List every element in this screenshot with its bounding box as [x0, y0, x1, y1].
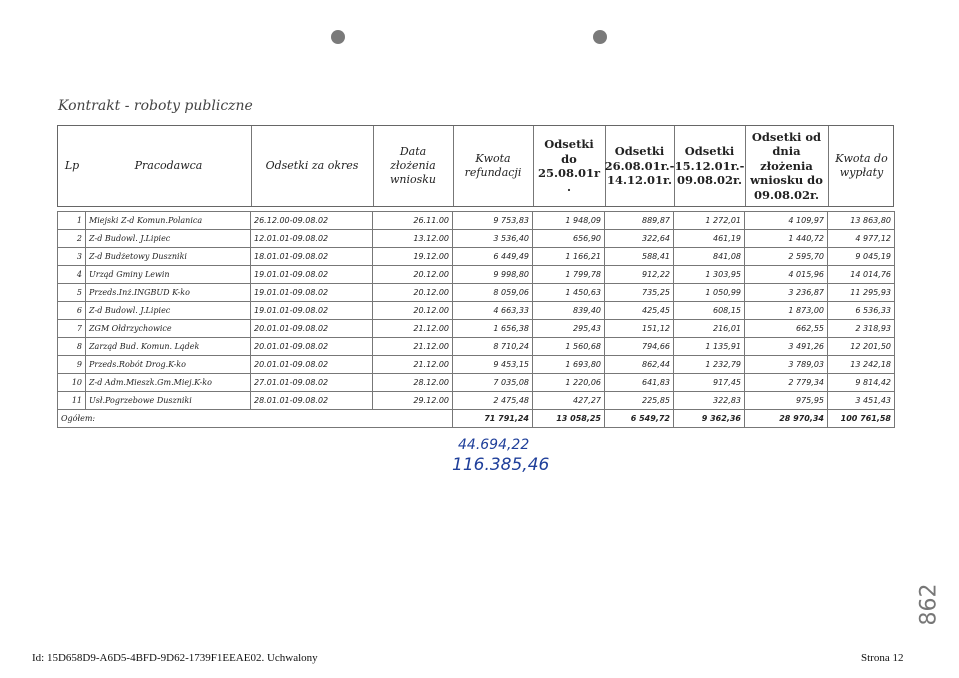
- cell-okres: 19.01.01-09.08.02: [251, 284, 373, 302]
- cell-okres: 20.01.01-09.08.02: [251, 338, 373, 356]
- cell-data: 20.12.00: [373, 284, 453, 302]
- table-row: [58, 302, 895, 320]
- cell-wyplata: 3 451,43: [828, 392, 895, 410]
- total-o1: 13 058,25: [533, 410, 605, 428]
- cell-name: Przeds.Inż.INGBUD K-ko: [86, 284, 251, 302]
- cell-kwota: 8 059,06: [453, 284, 533, 302]
- cell-o1: 1 948,09: [533, 212, 605, 230]
- cell-lp: 7: [58, 320, 86, 338]
- cell-o2: 912,22: [605, 266, 674, 284]
- cell-data: 29.12.00: [373, 392, 453, 410]
- cell-okres: 20.01.01-09.08.02: [251, 320, 373, 338]
- cell-o4: 3 236,87: [745, 284, 828, 302]
- cell-okres: 20.01.01-09.08.02: [251, 356, 373, 374]
- handwritten-sum-2: 116.385,46: [452, 455, 550, 475]
- cell-o3: 1 135,91: [674, 338, 745, 356]
- cell-kwota: 7 035,08: [453, 374, 533, 392]
- header-odsetki-3: Odsetki 15.12.01r.- 09.08.02r.: [674, 144, 745, 188]
- header-odsetki-1: Odsetki do 25.08.01r .: [537, 137, 601, 195]
- table-row: [58, 284, 895, 302]
- cell-o1: 295,43: [533, 320, 605, 338]
- cell-name: Z-d Adm.Mieszk.Gm.Miej.K-ko: [86, 374, 251, 392]
- table-row: [58, 212, 895, 230]
- cell-o1: 1 220,06: [533, 374, 605, 392]
- cell-o1: 427,27: [533, 392, 605, 410]
- cell-wyplata: 14 014,76: [828, 266, 895, 284]
- cell-o4: 2 595,70: [745, 248, 828, 266]
- table-row: [58, 374, 895, 392]
- cell-wyplata: 6 536,33: [828, 302, 895, 320]
- cell-lp: 3: [58, 248, 86, 266]
- header-odsetki-4: Odsetki od dnia złożenia wniosku do 09.08.02r.: [750, 130, 823, 202]
- margin-page-number: 862: [916, 583, 942, 626]
- cell-lp: 10: [58, 374, 86, 392]
- cell-data: 21.12.00: [373, 320, 453, 338]
- cell-data: 21.12.00: [373, 338, 453, 356]
- cell-o4: 2 779,34: [745, 374, 828, 392]
- total-row: [58, 410, 895, 428]
- data-table: [57, 211, 895, 428]
- cell-kwota: 4 663,33: [453, 302, 533, 320]
- cell-wyplata: 9 814,42: [828, 374, 895, 392]
- cell-o2: 862,44: [605, 356, 674, 374]
- table-row: [58, 356, 895, 374]
- cell-o2: 151,12: [605, 320, 674, 338]
- cell-o3: 216,01: [674, 320, 745, 338]
- cell-name: Z-d Budżetowy Duszniki: [86, 248, 251, 266]
- cell-o1: 1 450,63: [533, 284, 605, 302]
- footer-id: Id: 15D658D9-A6D5-4BFD-9D62-1739F1EEAE02. Uchwalony: [32, 652, 318, 664]
- cell-wyplata: 12 201,50: [828, 338, 895, 356]
- cell-o3: 1 232,79: [674, 356, 745, 374]
- cell-wyplata: 13 242,18: [828, 356, 895, 374]
- total-label: Ogółem:: [58, 410, 453, 428]
- cell-lp: 11: [58, 392, 86, 410]
- cell-o3: 841,08: [674, 248, 745, 266]
- cell-o4: 662,55: [745, 320, 828, 338]
- cell-okres: 12.01.01-09.08.02: [251, 230, 373, 248]
- total-wyplata: 100 761,58: [828, 410, 895, 428]
- cell-data: 13.12.00: [373, 230, 453, 248]
- total-kwota: 71 791,24: [453, 410, 533, 428]
- cell-kwota: 8 710,24: [453, 338, 533, 356]
- cell-wyplata: 11 295,93: [828, 284, 895, 302]
- header-kwota: Kwota refundacji: [464, 152, 522, 179]
- cell-data: 20.12.00: [373, 266, 453, 284]
- cell-o2: 225,85: [605, 392, 674, 410]
- header-lp: Lp: [64, 159, 80, 173]
- table-row: [58, 338, 895, 356]
- cell-o4: 1 440,72: [745, 230, 828, 248]
- cell-kwota: 9 998,80: [453, 266, 533, 284]
- cell-lp: 4: [58, 266, 86, 284]
- header-okres: Odsetki za okres: [265, 159, 359, 173]
- table-row: [58, 320, 895, 338]
- cell-lp: 1: [58, 212, 86, 230]
- punch-hole-right: [593, 30, 607, 44]
- cell-o2: 588,41: [605, 248, 674, 266]
- cell-name: Miejski Z-d Komun.Polanica: [86, 212, 251, 230]
- cell-o4: 1 873,00: [745, 302, 828, 320]
- cell-o4: 4 015,96: [745, 266, 828, 284]
- cell-okres: 19.01.01-09.08.02: [251, 266, 373, 284]
- cell-lp: 9: [58, 356, 86, 374]
- cell-o1: 1 799,78: [533, 266, 605, 284]
- cell-lp: 5: [58, 284, 86, 302]
- cell-name: ZGM Ołdrzychowice: [86, 320, 251, 338]
- cell-o1: 839,40: [533, 302, 605, 320]
- cell-o3: 1 050,99: [674, 284, 745, 302]
- table-row: [58, 392, 895, 410]
- footer-page: Strona 12: [861, 652, 904, 664]
- punch-hole-left: [331, 30, 345, 44]
- cell-o3: 608,15: [674, 302, 745, 320]
- cell-lp: 8: [58, 338, 86, 356]
- cell-o2: 322,64: [605, 230, 674, 248]
- cell-wyplata: 9 045,19: [828, 248, 895, 266]
- cell-kwota: 9 453,15: [453, 356, 533, 374]
- cell-kwota: 3 536,40: [453, 230, 533, 248]
- cell-name: Zarząd Bud. Komun. Lądek: [86, 338, 251, 356]
- table-row: [58, 248, 895, 266]
- cell-o4: 975,95: [745, 392, 828, 410]
- cell-data: 26.11.00: [373, 212, 453, 230]
- document-title: Kontrakt - roboty publiczne: [58, 98, 253, 114]
- cell-okres: 28.01.01-09.08.02: [251, 392, 373, 410]
- cell-o3: 917,45: [674, 374, 745, 392]
- cell-okres: 19.01.01-09.08.02: [251, 302, 373, 320]
- cell-o2: 889,87: [605, 212, 674, 230]
- cell-okres: 26.12.00-09.08.02: [251, 212, 373, 230]
- total-o3: 9 362,36: [674, 410, 745, 428]
- cell-data: 20.12.00: [373, 302, 453, 320]
- total-o4: 28 970,34: [745, 410, 828, 428]
- cell-o2: 735,25: [605, 284, 674, 302]
- handwritten-sum-1: 44.694,22: [458, 437, 530, 453]
- cell-o3: 322,83: [674, 392, 745, 410]
- cell-o4: 4 109,97: [745, 212, 828, 230]
- cell-kwota: 9 753,83: [453, 212, 533, 230]
- cell-o1: 1 560,68: [533, 338, 605, 356]
- cell-name: Przeds.Robót Drog.K-ko: [86, 356, 251, 374]
- cell-kwota: 1 656,38: [453, 320, 533, 338]
- table-header: [57, 125, 894, 207]
- cell-lp: 2: [58, 230, 86, 248]
- cell-okres: 18.01.01-09.08.02: [251, 248, 373, 266]
- header-kwota-wyplaty: Kwota do wypłaty: [835, 152, 888, 179]
- cell-data: 21.12.00: [373, 356, 453, 374]
- cell-o4: 3 789,03: [745, 356, 828, 374]
- cell-name: Z-d Budowl. J.Lipiec: [86, 302, 251, 320]
- header-data: Data złożenia wniosku: [389, 145, 437, 186]
- cell-name: Usł.Pogrzebowe Duszniki: [86, 392, 251, 410]
- cell-o3: 461,19: [674, 230, 745, 248]
- cell-o2: 425,45: [605, 302, 674, 320]
- cell-o1: 1 166,21: [533, 248, 605, 266]
- cell-wyplata: 4 977,12: [828, 230, 895, 248]
- cell-o3: 1 303,95: [674, 266, 745, 284]
- cell-name: Urząd Gminy Lewin: [86, 266, 251, 284]
- table-row: [58, 230, 895, 248]
- cell-kwota: 6 449,49: [453, 248, 533, 266]
- cell-o1: 656,90: [533, 230, 605, 248]
- cell-okres: 27.01.01-09.08.02: [251, 374, 373, 392]
- cell-o3: 1 272,01: [674, 212, 745, 230]
- total-o2: 6 549,72: [605, 410, 674, 428]
- table-row: [58, 266, 895, 284]
- cell-o2: 641,83: [605, 374, 674, 392]
- cell-o4: 3 491,26: [745, 338, 828, 356]
- cell-o2: 794,66: [605, 338, 674, 356]
- cell-kwota: 2 475,48: [453, 392, 533, 410]
- header-pracodawca: Pracodawca: [134, 159, 203, 173]
- cell-data: 28.12.00: [373, 374, 453, 392]
- cell-name: Z-d Budowl. J.Lipiec: [86, 230, 251, 248]
- header-odsetki-2: Odsetki 26.08.01r.- 14.12.01r.: [604, 144, 675, 188]
- cell-o1: 1 693,80: [533, 356, 605, 374]
- cell-wyplata: 13 863,80: [828, 212, 895, 230]
- cell-lp: 6: [58, 302, 86, 320]
- cell-data: 19.12.00: [373, 248, 453, 266]
- cell-wyplata: 2 318,93: [828, 320, 895, 338]
